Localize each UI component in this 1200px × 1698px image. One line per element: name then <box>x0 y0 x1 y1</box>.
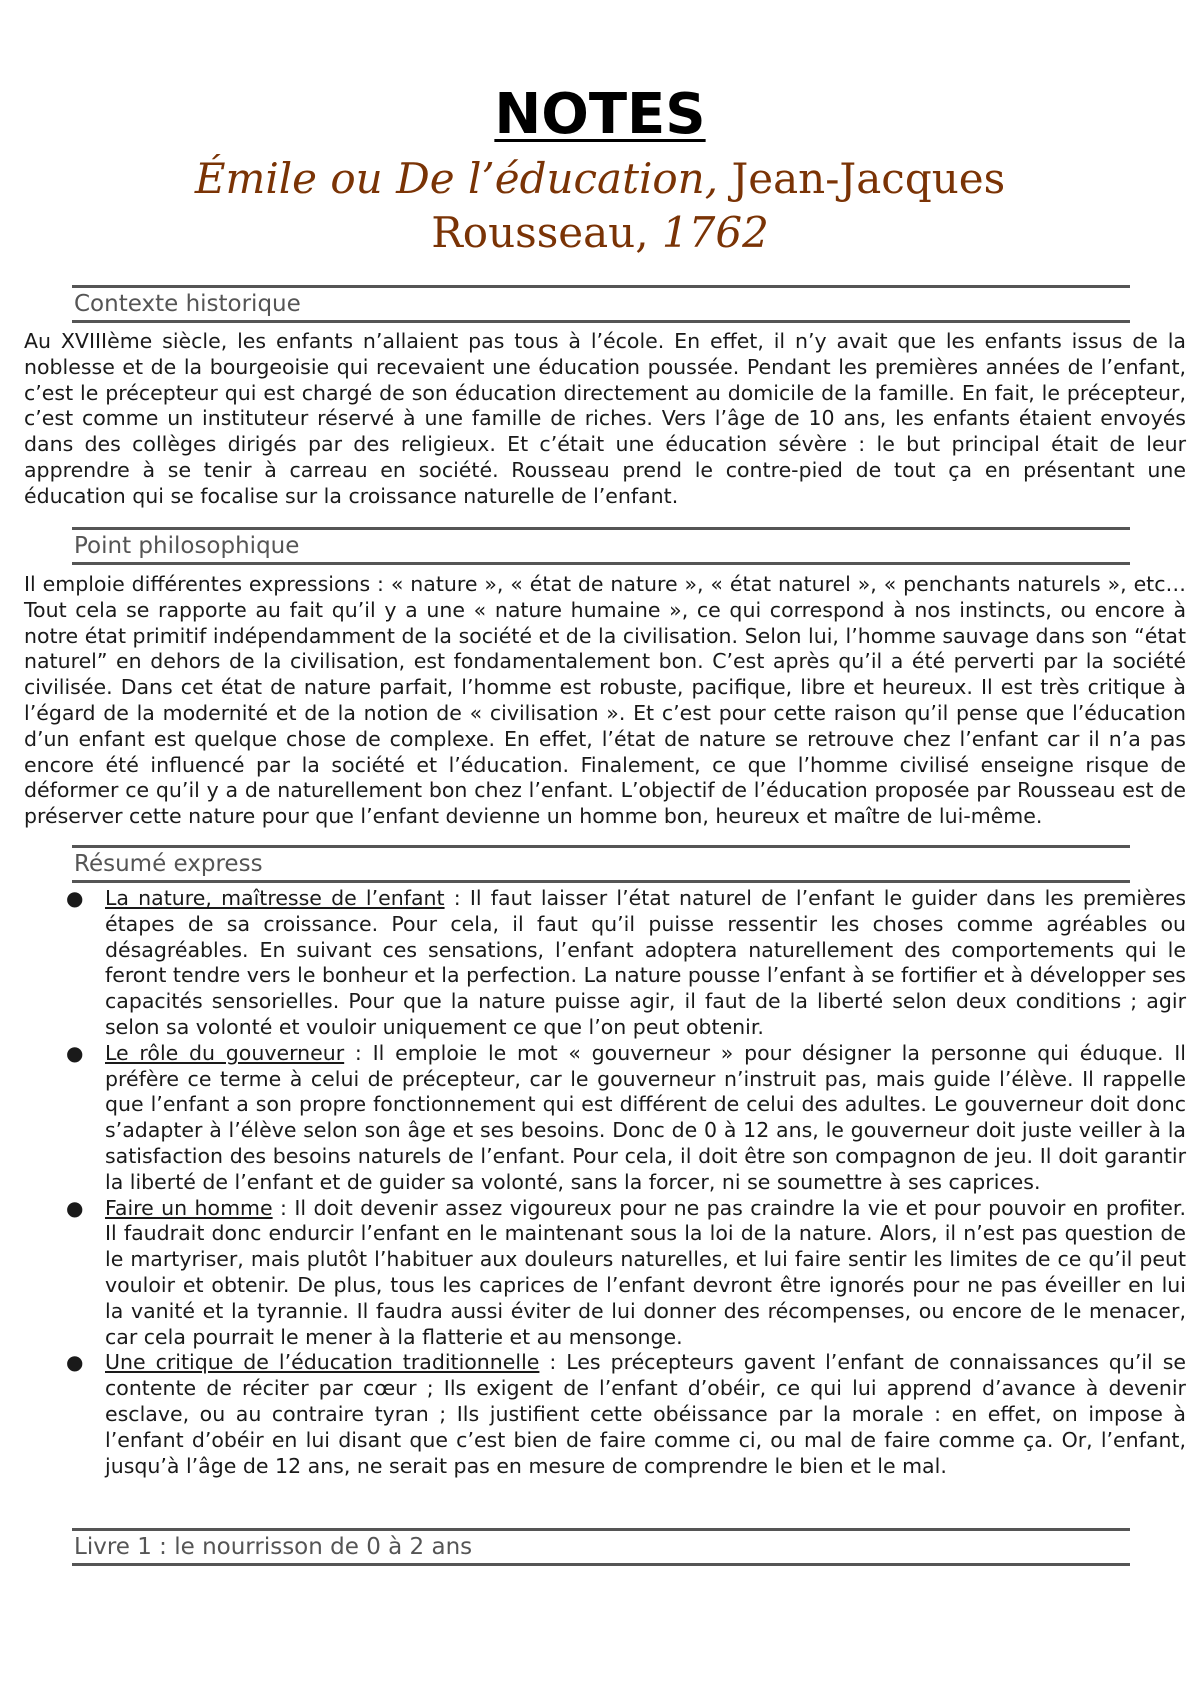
divider <box>72 1563 1130 1566</box>
section-heading-resume <box>72 845 1130 883</box>
bullet-icon: ● <box>66 1195 84 1220</box>
divider <box>72 1528 1130 1531</box>
list-item-text: : Les précepteurs gavent l’enfant de connaissances qu’il se contente de réciter par cœur ; Ils exigent de l’enfant d’obéir, ce qui lui apprend d’avance à devenir esclave, ou au contraire tyran ; Ils justifient cette obéissance par la morale : en effet, on impose à l’enfant d’obéir en lui disant que c’est bien de faire comme ci, ou mal de faire comme ça. Or, l’enfant, jusqu’à l’âge de 12 ans, ne serait pas en mesure de comprendre le bien et le mal. <box>105 1350 1186 1478</box>
list-item-term: Le rôle du gouverneur <box>105 1040 345 1065</box>
list-item-term: Faire un homme <box>105 1195 273 1220</box>
section-heading-label: Résumé express <box>74 851 263 877</box>
section-heading-livre1 <box>72 1528 1130 1566</box>
list-item-text: : Il emploie le mot « gouverneur » pour désigner la personne qui éduque. Il préfère ce terme à celui de précepteur, car le gouverneur n’instruit pas, mais guide l’élève. Il rappelle que l’enfant a son propre fonctionnement qui est différent de celui des adultes. Le gouverneur doit donc s’adapter à l’élève selon son âge et ses besoins. Donc de 0 à 12 ans, le gouverneur doit juste veiller à la satisfaction des besoins naturels de l’enfant. Pour cela, il doit être son compagnon de jeu. Il doit garantir la liberté de l’enfant et de guider sa volonté, sans la forcer, ni se soumettre à ses caprices. <box>105 1040 1186 1194</box>
section-heading-label: Livre 1 : le nourrisson de 0 à 2 ans <box>74 1534 473 1560</box>
list-item <box>60 1041 1186 1196</box>
list-item <box>60 886 1186 1041</box>
section-heading-contexte <box>72 285 1130 323</box>
divider <box>72 285 1130 288</box>
list-item <box>60 1196 1186 1351</box>
divider <box>72 880 1130 883</box>
divider <box>72 320 1130 323</box>
list-item-term: Une critique de l’éducation traditionnelle <box>105 1350 540 1375</box>
divider <box>72 562 1130 565</box>
divider <box>72 527 1130 530</box>
section-heading-label: Point philosophique <box>74 533 300 559</box>
section-heading-label: Contexte historique <box>74 291 301 317</box>
book-title: Émile ou De l’éducation, <box>194 154 719 203</box>
bullet-icon: ● <box>66 1040 84 1065</box>
philo-paragraph: Il emploie différentes expressions : « nature », « état de nature », « état naturel », « penchants naturels », etc… Tout cela se rapporte au fait qu’il y a une « nature humaine », ce qui correspond à nos instincts, ou encore à notre état primitif indépendamment de la société et de la civilisation. Selon lui, l’homme sauvage dans son “état naturel” en dehors de la civilisation, est fondamentalement bon. C’est après qu’il a été perverti par la société civilisée. Dans cet état de nature parfait, l’homme est robuste, pacifique, libre et heureux. Il est très critique à l’égard de la modernité et de la notion de « civilisation ». Et c’est pour cette raison qu’il pense que l’éducation d’un enfant est quelque chose de complexe. En effet, l’état de nature se retrouve chez l’enfant car il n’a pas encore été influencé par la société et l’éducation. Finalement, ce que l’homme civilisé enseigne risque de déformer ce qu’il y a de naturellement bon chez l’enfant. L’objectif de l’éducation proposée par Rousseau est de préserver cette nature pour que l’enfant devienne un homme bon, heureux et maître de lui-même. <box>24 572 1186 829</box>
page-title: NOTES <box>494 82 706 147</box>
book-year: 1762 <box>648 208 769 257</box>
list-item-text: : Il doit devenir assez vigoureux pour ne pas craindre la vie et pour pouvoir en profiter. Il faudrait donc endurcir l’enfant en le maintenant sous la loi de la nature. Alors, il n’est pas question de le martyriser, mais plutôt l’habituer aux douleurs naturelles, et lui faire sentir les limites de ce qu’il peut vouloir et obtenir. De plus, tous les caprices de l’enfant devront être ignorés pour ne pas éveiller en lui la vanité et la tyrannie. Il faudra aussi éviter de lui donner des récompenses, ou encore de le menacer, car cela pourrait le mener à la flatterie et au mensonge. <box>105 1195 1186 1349</box>
book-author: Jean-Jacques Rousseau, <box>431 154 1006 257</box>
contexte-paragraph: Au XVIIIème siècle, les enfants n’allaient pas tous à l’école. En effet, il n’y avait que les enfants issus de la noblesse et de la bourgeoisie qui recevaient une éducation poussée. Pendant les premières années de l’enfant, c’est le précepteur qui est chargé de son éducation directement au domicile de la famille. En fait, le précepteur, c’est comme un instituteur réservé à une famille de riches. Vers l’âge de 10 ans, les enfants étaient envoyés dans des collèges dirigés par des religieux. Et c’était une éducation sévère : le but principal était de leur apprendre à se tenir à carreau en société. Rousseau prend le contre-pied de tout ça en présentant une éducation qui se focalise sur la croissance naturelle de l’enfant. <box>24 329 1186 508</box>
divider <box>72 845 1130 848</box>
list-item <box>60 1350 1186 1479</box>
bullet-icon: ● <box>66 886 84 910</box>
list-item-term: La nature, maîtresse de l’enfant <box>105 886 445 910</box>
list-item-text: : Il faut laisser l’état naturel de l’enfant le guider dans les premières étapes de sa croissance. Pour cela, il faut qu’il puisse ressentir les choses comme agréables ou désagréables. En suivant ces sensations, l’enfant adoptera naturellement des comportements qui le feront tendre vers le bonheur et la perfection. La nature pousse l’enfant à se fortifier et à développer ses capacités sensorielles. Pour que la nature puisse agir, il faut de la liberté selon deux conditions ; agir selon sa volonté et vouloir uniquement ce que l’on peut obtenir. <box>105 886 1186 1039</box>
bullet-icon: ● <box>66 1350 84 1375</box>
book-subtitle <box>100 152 1100 260</box>
resume-list <box>60 886 1186 1479</box>
section-heading-philo <box>72 527 1130 565</box>
